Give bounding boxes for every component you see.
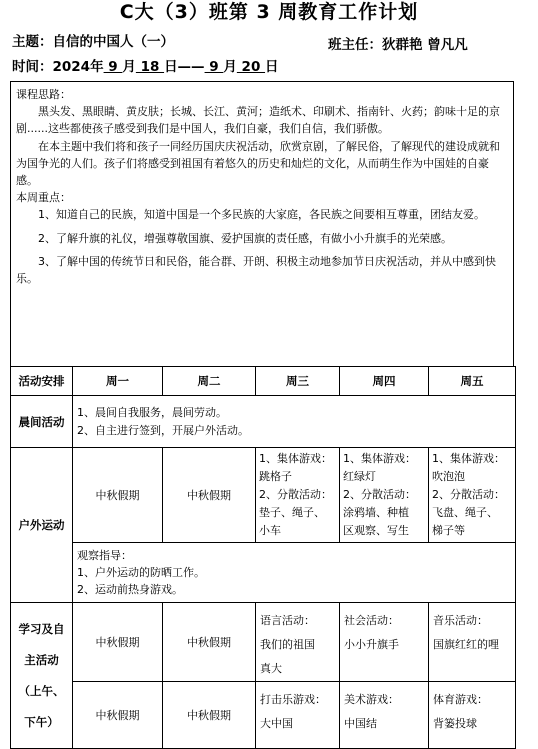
study-row-2	[11, 682, 516, 749]
outdoor-wed-line: 2、分散活动：	[259, 488, 332, 501]
study-r1-thu-line: 社会活动：	[344, 614, 399, 627]
outdoor-fri-line: 吹泡泡	[432, 470, 465, 483]
header-wednesday: 周三	[256, 367, 340, 396]
time-day-end: 20	[236, 59, 266, 75]
outdoor-thu-line: 1、集体游戏：	[343, 452, 416, 465]
study-r2-wednesday	[256, 682, 340, 749]
observation-line-1: 1、户外运动的防晒工作。	[77, 566, 205, 579]
study-r1-wed-line: 语言活动：	[260, 614, 315, 627]
outdoor-wed-line: 小车	[259, 524, 281, 537]
study-label-line: （上午、	[18, 683, 65, 698]
time-month-char-2: 月	[223, 59, 237, 75]
course-heading: 课程思路：	[16, 88, 71, 101]
time-day-start: 18	[135, 59, 165, 75]
study-r1-thursday	[340, 603, 429, 682]
theme-value: 自信的中国人（一）	[52, 34, 174, 50]
outdoor-label: 户外运动	[11, 448, 73, 603]
theme-line	[12, 33, 174, 51]
time-month-char: 月	[122, 59, 136, 75]
schedule-table	[10, 366, 516, 749]
page-title: C大（3）班第 3 周教育工作计划	[119, 1, 419, 23]
header-thursday: 周四	[340, 367, 429, 396]
study-r2-thu-line: 中国结	[344, 717, 377, 730]
focus-item-2: 2、了解升旗的礼仪，增强尊敬国旗、爱护国旗的责任感，有做小小升旗手的光荣感。	[38, 231, 452, 245]
study-r2-monday: 中秋假期	[73, 682, 163, 749]
study-r1-thu-line: 小小升旗手	[344, 638, 399, 651]
time-line	[12, 58, 279, 76]
observation-row	[11, 543, 516, 603]
time-month-start: 9	[103, 59, 123, 75]
time-label: 时间：	[12, 59, 53, 75]
time-month-end: 9	[204, 59, 224, 75]
study-r2-fri-line: 背篓投球	[433, 717, 477, 730]
morning-label: 晨间活动	[11, 396, 73, 448]
outdoor-thu-line: 2、分散活动：	[343, 488, 416, 501]
outdoor-row	[11, 448, 516, 543]
time-separator: 日——	[164, 59, 205, 75]
outdoor-tuesday: 中秋假期	[163, 448, 256, 543]
teacher-line	[328, 33, 468, 53]
study-r1-friday	[429, 603, 516, 682]
header-activity: 活动安排	[11, 367, 73, 396]
outdoor-thu-line: 红绿灯	[343, 470, 376, 483]
time-year: 2024年	[52, 59, 104, 75]
study-label-line: 主活动	[24, 652, 59, 667]
study-label	[11, 603, 73, 749]
outdoor-thursday	[340, 448, 429, 543]
outdoor-thu-line: 区观察、写生	[343, 524, 409, 537]
observation-line-2: 2、运动前热身游戏。	[77, 583, 183, 596]
morning-line-1: 1、晨间自我服务，晨间劳动。	[77, 405, 227, 419]
outdoor-fri-line: 梯子等	[432, 524, 465, 537]
course-paragraph-2: 在本主题中我们将和孩子一同经历国庆庆祝活动，欣赏京剧，了解民俗，了解现代的建设成就和为国争光的人们。孩子们将感受到祖国有着悠久的历史和灿烂的文化，从而萌生作为中国娃的自豪感。	[16, 139, 500, 188]
study-r2-thursday	[340, 682, 429, 749]
morning-row	[11, 396, 516, 448]
outdoor-fri-line: 2、分散活动：	[432, 488, 505, 501]
outdoor-wed-line: 1、集体游戏：	[259, 452, 332, 465]
focus-item-3: 3、了解中国的传统节日和民俗，能合群、开朗、积极主动地参加节日庆祝活动，并从中感到快乐。	[16, 254, 496, 286]
study-r1-monday: 中秋假期	[73, 603, 163, 682]
outdoor-monday: 中秋假期	[73, 448, 163, 543]
outdoor-wednesday	[256, 448, 340, 543]
outdoor-wed-line: 跳格子	[259, 470, 292, 483]
outdoor-fri-line: 1、集体游戏：	[432, 452, 505, 465]
study-row-1	[11, 603, 516, 682]
outdoor-friday	[429, 448, 516, 543]
study-r2-thu-line: 美术游戏：	[344, 693, 399, 706]
study-r1-wednesday	[256, 603, 340, 682]
study-r1-wed-line: 真大	[260, 662, 282, 675]
outdoor-fri-line: 飞盘、绳子、	[432, 506, 498, 519]
study-r2-tuesday: 中秋假期	[163, 682, 256, 749]
study-r1-fri-line: 音乐活动：	[433, 614, 488, 627]
schedule-header-row	[11, 367, 516, 396]
focus-item-1: 1、知道自己的民族，知道中国是一个多民族的大家庭，各民族之间要相互尊重，团结友爱。	[38, 208, 485, 222]
study-r1-fri-line: 国旗红红的哩	[433, 638, 499, 651]
study-r2-fri-line: 体育游戏：	[433, 693, 488, 706]
header-friday: 周五	[429, 367, 516, 396]
outdoor-thu-line: 涂鸦墙、种植	[343, 506, 409, 519]
observation-content	[73, 543, 516, 603]
study-r1-tuesday: 中秋假期	[163, 603, 256, 682]
study-r2-friday	[429, 682, 516, 749]
study-label-line: 学习及自	[18, 621, 65, 636]
study-label-line: 下午）	[24, 714, 59, 729]
observation-heading: 观察指导：	[77, 549, 132, 562]
header-tuesday: 周二	[163, 367, 256, 396]
morning-line-2: 2、自主进行签到，开展户外活动。	[77, 423, 249, 437]
course-paragraph-1: 黑头发、黑眼睛、黄皮肤；长城、长江、黄河；造纸术、印刷术、指南针、火药；韵味十足的京剧......这些都使孩子感受到我们是中国人，我们自豪，我们自信，我们骄傲。	[16, 105, 500, 136]
outdoor-wed-line: 垫子、绳子、	[259, 506, 325, 519]
study-r2-wed-line: 大中国	[260, 717, 293, 730]
study-r2-wed-line: 打击乐游戏：	[260, 693, 326, 706]
theme-label: 主题：	[12, 34, 53, 50]
course-box	[10, 81, 514, 367]
study-r1-wed-line: 我们的祖国	[260, 638, 315, 651]
focus-heading: 本周重点：	[16, 191, 71, 205]
teacher-value: 狄群艳 曾凡凡	[382, 37, 468, 53]
header-monday: 周一	[73, 367, 163, 396]
time-end: 日	[265, 59, 279, 75]
teacher-label: 班主任：	[328, 37, 382, 53]
morning-content	[73, 396, 516, 448]
